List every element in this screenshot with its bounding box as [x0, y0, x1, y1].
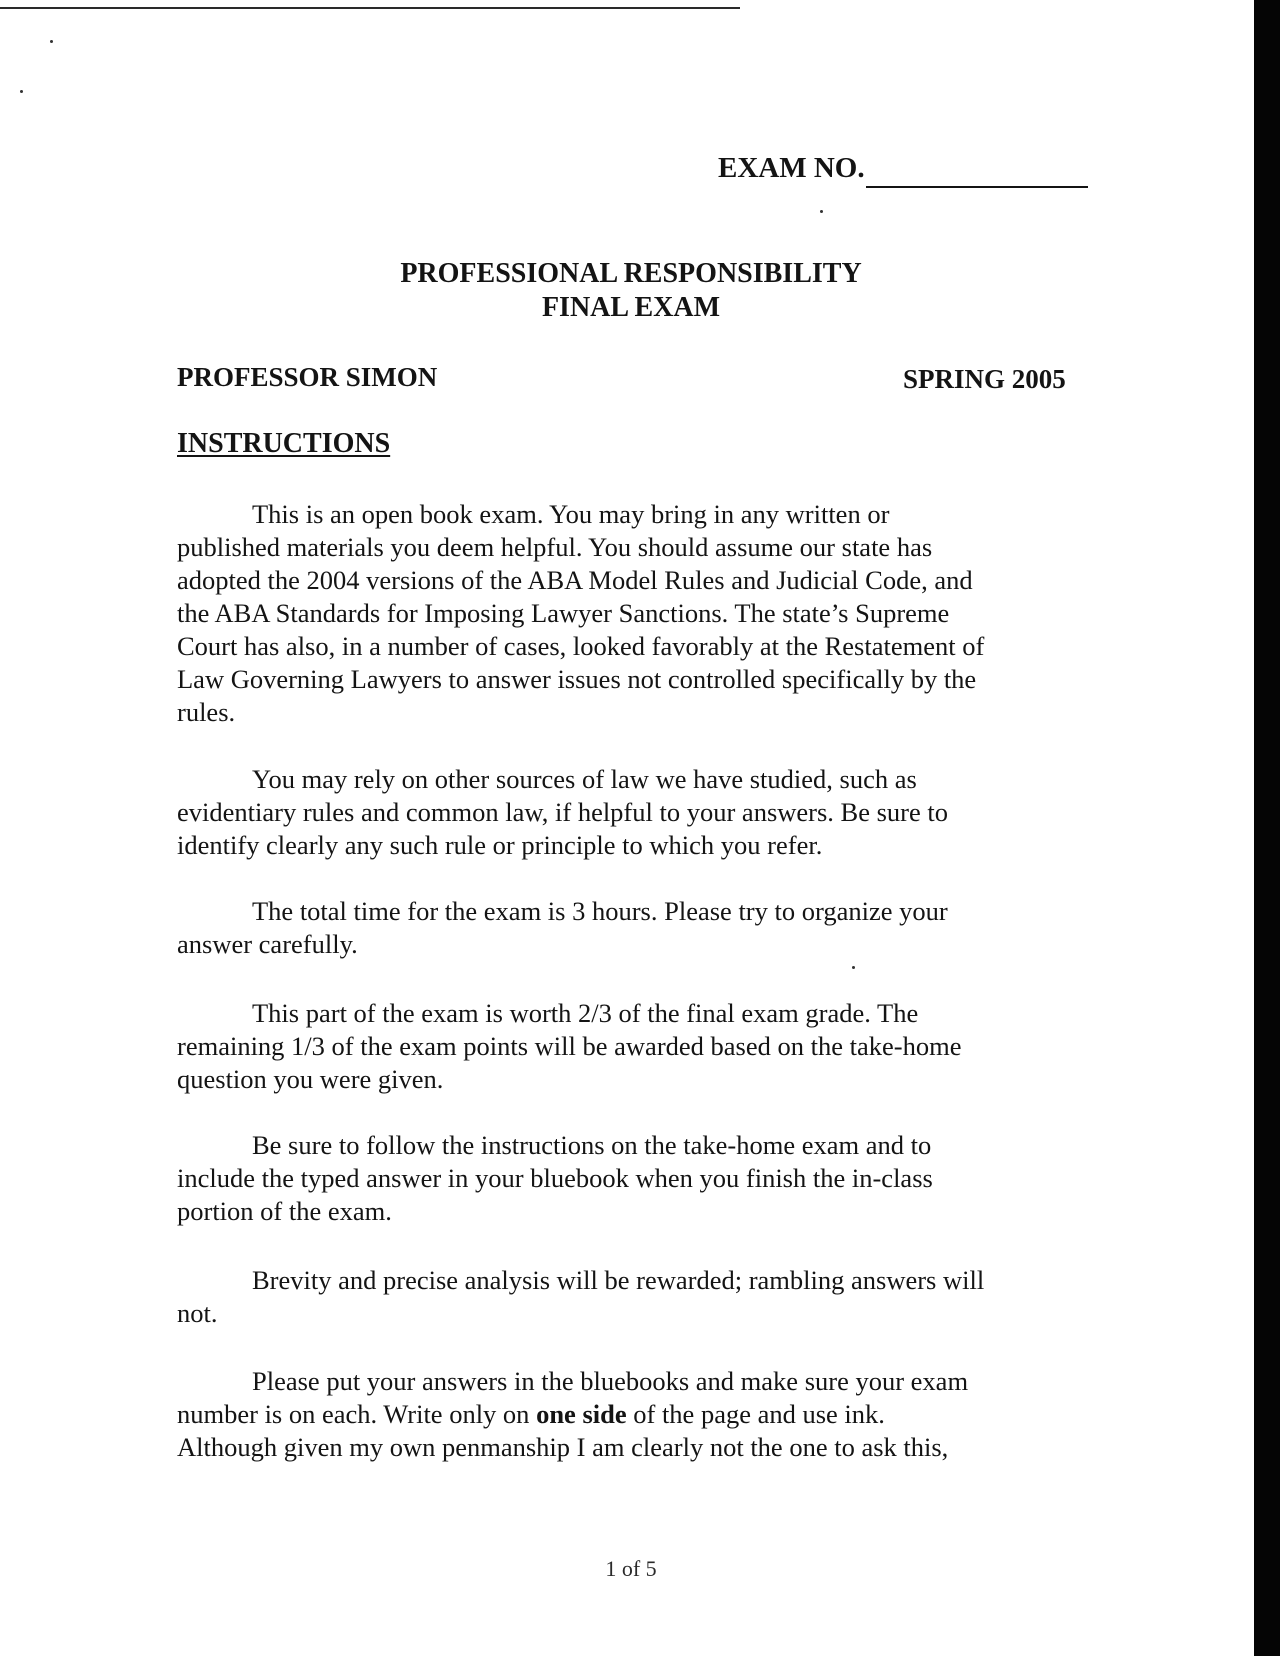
instructions-paragraph-2: [177, 763, 1082, 862]
paragraph-line: rules.: [177, 697, 236, 727]
paragraph-line: the ABA Standards for Imposing Lawyer Sanctions. The state’s Supreme: [177, 598, 950, 628]
paragraph-line: Law Governing Lawyers to answer issues not controlled specifically by the: [177, 664, 977, 694]
scan-speck: [852, 966, 855, 969]
paragraph-line: evidentiary rules and common law, if helpful to your answers. Be sure to: [177, 797, 948, 827]
professor-name: PROFESSOR SIMON: [177, 362, 438, 392]
exam-term: SPRING 2005: [903, 364, 1066, 394]
paragraph-line: You may rely on other sources of law we have studied, such as: [252, 764, 917, 794]
paragraph-line: remaining 1/3 of the exam points will be awarded based on the take-home: [177, 1031, 962, 1061]
instructions-heading: INSTRUCTIONS: [177, 428, 391, 459]
scan-top-edge-line: [0, 7, 740, 9]
instructions-paragraph-5: [177, 1129, 1082, 1228]
paragraph-line: This is an open book exam. You may bring in any written or: [252, 499, 890, 529]
instructions-paragraph-1: [177, 498, 1082, 729]
paragraph-line: adopted the 2004 versions of the ABA Model Rules and Judicial Code, and: [177, 565, 973, 595]
paragraph-line: This part of the exam is worth 2/3 of the final exam grade. The: [252, 998, 919, 1028]
paragraph-line: Please put your answers in the bluebooks and make sure your exam: [252, 1366, 969, 1396]
paragraph-line: published materials you deem helpful. You should assume our state has: [177, 532, 933, 562]
paragraph-line: not.: [177, 1298, 218, 1328]
paragraph-line: The total time for the exam is 3 hours. Please try to organize your: [252, 896, 948, 926]
instructions-paragraph-6: [177, 1264, 1082, 1330]
instructions-paragraph-7: [177, 1365, 1082, 1464]
instructions-paragraph-4: [177, 997, 1082, 1096]
paragraph-line: include the typed answer in your bluebook when you finish the in-class: [177, 1163, 933, 1193]
instructions-paragraph-3: [177, 895, 1082, 961]
scan-speck: [820, 210, 823, 213]
paragraph-line: answer carefully.: [177, 929, 358, 959]
exam-subtitle: FINAL EXAM: [541, 292, 721, 323]
scan-speck: [20, 90, 23, 93]
exam-number-blank: [866, 186, 1088, 188]
paragraph-line: question you were given.: [177, 1064, 444, 1094]
exam-title: PROFESSIONAL RESPONSIBILITY: [400, 258, 862, 289]
paragraph-text: of the page and use ink.: [626, 1399, 885, 1429]
paragraph-line: Although given my own penmanship I am clearly not the one to ask this,: [177, 1432, 949, 1462]
emphasis-one-side: one side: [536, 1399, 627, 1429]
paragraph-text: number is on each. Write only on: [177, 1399, 537, 1429]
paragraph-line: Court has also, in a number of cases, looked favorably at the Restatement of: [177, 631, 985, 661]
exam-number-label: EXAM NO.: [718, 152, 865, 184]
paragraph-line: portion of the exam.: [177, 1196, 392, 1226]
paragraph-line: Be sure to follow the instructions on the take-home exam and to: [252, 1130, 932, 1160]
scan-speck: [50, 40, 53, 43]
scan-right-edge: [1254, 0, 1280, 1656]
page-number: 1 of 5: [605, 1556, 657, 1581]
paragraph-line: [177, 1398, 1082, 1431]
paragraph-line: identify clearly any such rule or principle to which you refer.: [177, 830, 823, 860]
paragraph-line: Brevity and precise analysis will be rewarded; rambling answers will: [252, 1265, 985, 1295]
